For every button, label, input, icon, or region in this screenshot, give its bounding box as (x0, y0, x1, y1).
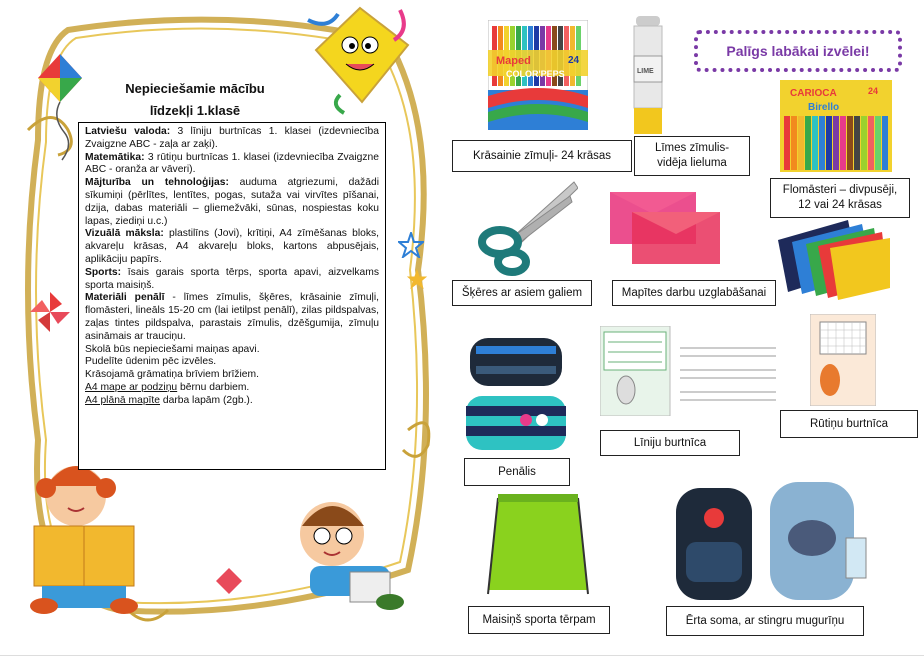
label-glue (634, 136, 750, 176)
list-item: Skolā būs nepieciešami maiņas apavi. (85, 343, 260, 355)
folders-image (610, 192, 720, 264)
brand-colorpeps: COLOR'PEPS (506, 69, 565, 79)
label-grid-notebook: Rūtiņu burtnīca (780, 410, 918, 438)
list-item-label: Mājturība un tehnoloģijas: (85, 177, 229, 189)
plastic-folders-image (778, 220, 890, 300)
brand-carioca: CARIOCA (790, 88, 837, 99)
list-item-text: auduma atgriezumi, dažādi sīkumiņi (pērlītes, lentītes, pogas, sutaža vai virvītes pīšanai, dzija, dabas materiāli – gliemežvāki, sūnas, nospiestas koku lapas, ziediņi u.c.) (85, 177, 380, 227)
label-markers-line-2: 12 vai 24 krāsas (798, 199, 882, 211)
glue-brand: LIME (637, 68, 654, 75)
label-lined-notebook: Līniju burtnīca (600, 430, 740, 456)
brand-birello: Birello (808, 102, 840, 113)
page-title (90, 78, 300, 122)
diamond-shape-icon (214, 566, 244, 596)
drawstring-bag-image (478, 490, 598, 602)
list-item-text: 3 līniju burtnīcas 1. klasei (izdevniecība Zvaigzne ABC - zaļa ar zaķi). (85, 126, 380, 150)
pencil-case-image (466, 334, 568, 452)
list-item (85, 152, 379, 178)
girl-reading-illustration (6, 456, 166, 616)
label-markers (770, 178, 910, 218)
label-drawstring-bag: Maisiņš sporta tērpam (468, 606, 610, 634)
list-item: Krāsojamā grāmatiņa brīviem brīžiem. (85, 369, 259, 381)
list-item (85, 292, 379, 343)
label-scissors: Šķēres ar asiem galiem (452, 280, 592, 306)
glue-stick-image (628, 16, 668, 134)
star-icon (406, 268, 428, 290)
list-item-label: Sports: (85, 266, 122, 278)
list-item-label: Materiāli penālī (85, 292, 165, 304)
colored-pencils-image (488, 20, 588, 130)
list-item (85, 177, 379, 228)
scissors-image (474, 178, 578, 276)
list-item (85, 126, 379, 152)
backpacks-image (670, 478, 870, 604)
title-line-1: Nepieciešamie mācību (125, 81, 265, 96)
list-item-text: 3 rūtiņu burtnīcas 1. klasei (izdevniecība Zvaigzne ABC - oranža ar vāveri). (85, 151, 379, 176)
markers-image (780, 80, 892, 172)
star-icon (398, 232, 424, 258)
divider (0, 655, 924, 656)
lined-notebook-image (600, 326, 780, 416)
boy-reading-illustration (290, 492, 410, 622)
label-pencil-case: Penālis (464, 458, 570, 486)
title-line-2: līdzekļi 1.klasē (149, 103, 241, 118)
list-item-text: - līmes zīmulis, šķēres, krāsainie zīmuļi, flomāsteri, lineāls 15-20 cm (lai ietilpst penālī), zilas pildspalvas, zaļas tintes pildspalva, parastais zīmulis, dzēšgumija, zīmuļu asināmais ar trauciņu. (85, 292, 379, 342)
supplies-list-box (78, 122, 386, 470)
pinwheel-icon (28, 290, 72, 334)
list-item (85, 228, 379, 266)
helper-banner: Palīgs labākai izvēlei! (694, 30, 902, 72)
list-item-label: Matemātika: (85, 151, 145, 163)
list-item (85, 395, 379, 408)
label-pencils: Krāsainie zīmuļi- 24 krāsas (452, 140, 632, 172)
label-backpack: Ērta soma, ar stingru mugurīņu (666, 606, 864, 636)
label-folders: Mapītes darbu uzglabāšanai (612, 280, 776, 306)
list-item: Pudelīte ūdenim pēc izvēles. (85, 356, 217, 368)
brand-maped: Maped (496, 55, 531, 67)
mape-link[interactable]: A4 mape ar podziņu (85, 381, 178, 393)
marker-count: 24 (868, 86, 879, 96)
list-item-label: Latviešu valoda: (85, 126, 171, 137)
list-item-label: Vizuālā māksla: (85, 228, 164, 240)
list-item (85, 382, 379, 395)
list-item-text: darba lapām (2gb.). (160, 394, 253, 406)
list-item-text: bērnu darbiem. (177, 381, 250, 393)
mapite-link[interactable]: A4 plānā mapīte (85, 394, 160, 406)
list-item-text: īsais garais sporta tērps, sporta apavi, aizvelkams sporta maisiņš. (85, 266, 379, 291)
list-item (85, 267, 379, 293)
grid-notebook-image (810, 314, 876, 406)
kite-illustration (36, 52, 84, 162)
label-glue-line-1: Līmes zīmulis- (654, 142, 730, 154)
label-glue-line-2: vidēja lieluma (657, 157, 727, 169)
label-markers-line-1: Flomāsteri – divpusēji, (782, 184, 898, 196)
list-item-text: plastilīns (Jovi), krītiņi, A4 zīmēšanas bloks, akvareļu krāsas, A4 akvareļu bloks, kartons abpusējais, aplikāciju papīrs. (85, 228, 379, 265)
pencil-count: 24 (568, 55, 580, 66)
kite-character-illustration (300, 0, 420, 115)
